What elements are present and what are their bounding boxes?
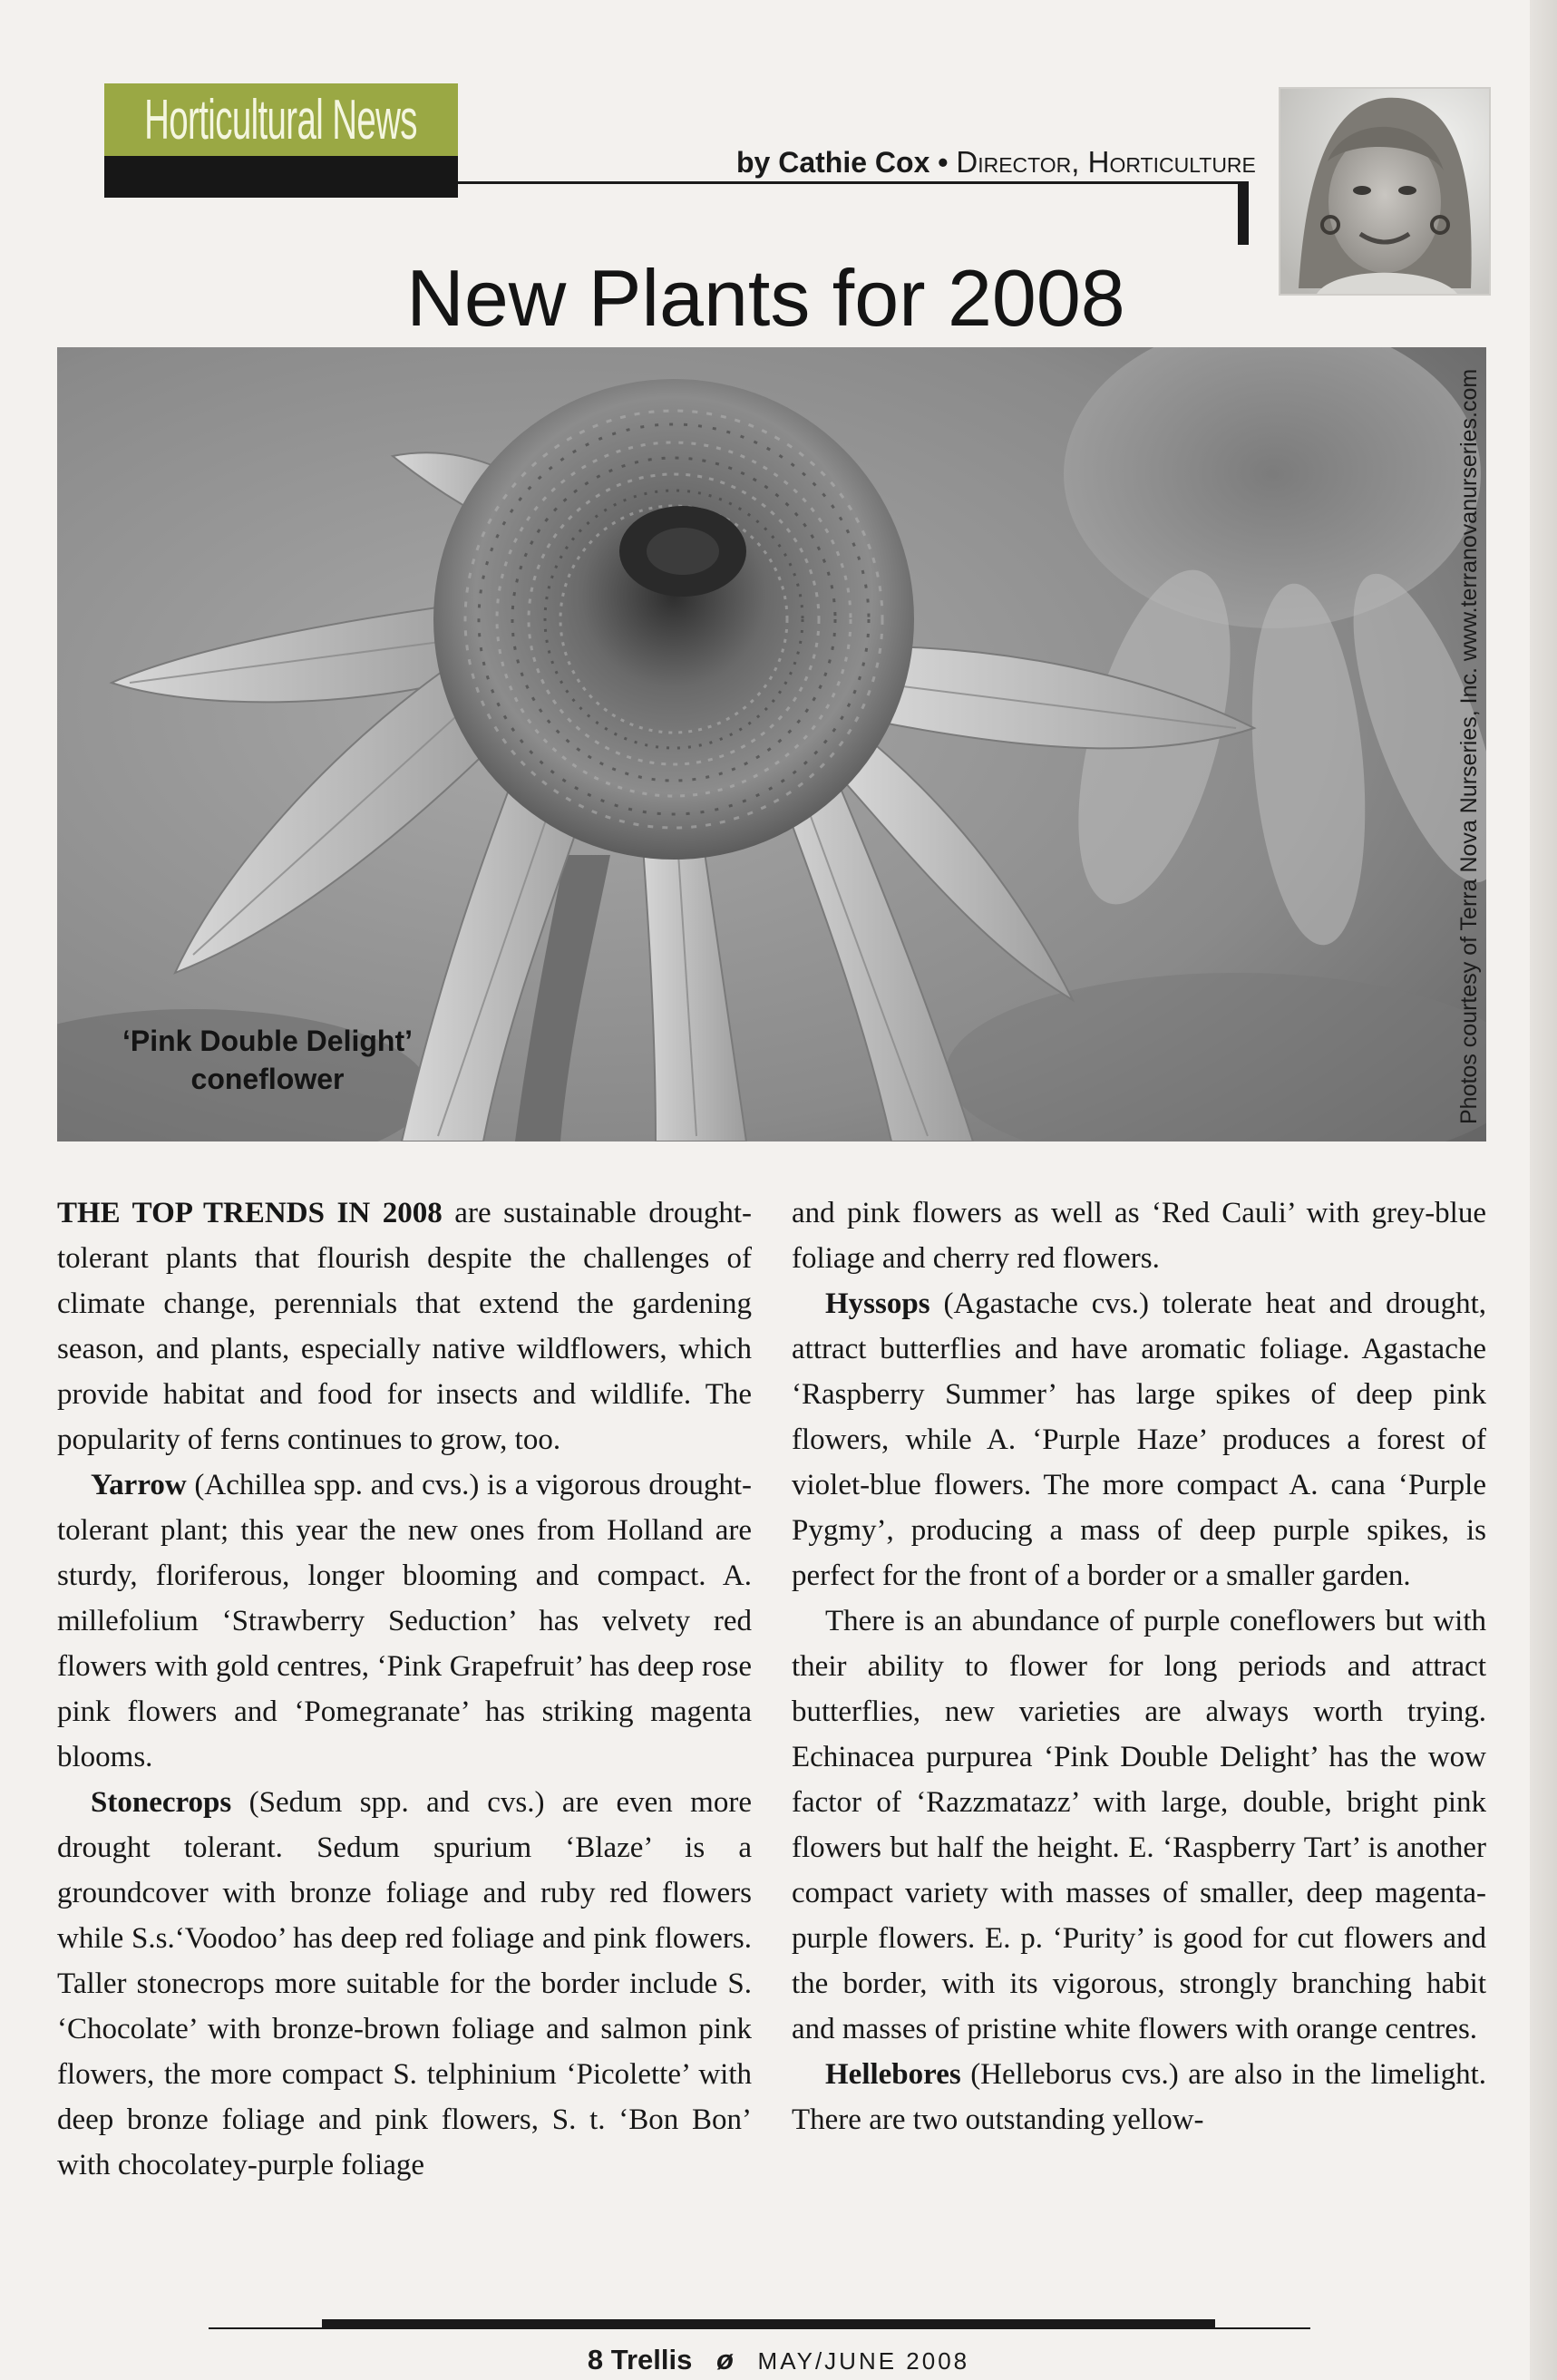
article-paragraph <box>57 1780 752 2188</box>
paragraph-text: (Helleborus cvs.) are also in the limelight. There are two outstanding yellow- <box>792 2058 1486 2136</box>
paragraph-text: are sustainable drought-tolerant plants that flourish despite the challenges of climate change, perennials that extend the gardening season, and plants, especially native wildflowers, which provide habitat and food for insects and wildlife. The popularity of ferns continues to grow, too. <box>57 1197 752 1456</box>
paragraph-lead: Hyssops <box>825 1287 930 1320</box>
photo-caption-line1: ‘Pink Double Delight’ <box>122 1025 413 1057</box>
photo-caption <box>113 1022 422 1098</box>
byline <box>736 145 1256 180</box>
paragraph-lead: Stonecrops <box>91 1786 232 1819</box>
photo-caption-line2: coneflower <box>190 1063 345 1095</box>
header-rule-end <box>1238 181 1249 245</box>
paragraph-text: (Agastache cvs.) tolerate heat and drought, attract butterflies and have aromatic foliage. Agastache ‘Raspberry Summer’ has large spikes of deep pink flowers, while A. ‘Purple Haze’ produces a forest of violet-blue flowers. The more compact A. cana ‘Purple Pygmy’, producing a mass of deep purple spikes, is perfect for the front of a border or a smaller garden. <box>792 1287 1486 1592</box>
footer-rule <box>209 2327 1310 2329</box>
byline-role: Director, Horticulture <box>956 145 1256 179</box>
byline-author: by Cathie Cox <box>736 146 930 179</box>
paragraph-text: (Sedum spp. and cvs.) are even more drought tolerant. Sedum spurium ‘Blaze’ is a groundcover with bronze foliage and ruby red flowers while S.s.‘Voodoo’ has deep red foliage and pink flowers. Taller stonecrops more suitable for the border include S. ‘Chocolate’ with bronze-brown foliage and salmon pink flowers, the more compact S. telphinium ‘Picolette’ with deep bronze foliage and pink flowers, S. t. ‘Bon Bon’ with chocolatey-purple foliage <box>57 1786 752 2181</box>
issue-date: MAY/JUNE 2008 <box>757 2347 970 2375</box>
article-paragraph <box>57 1190 752 1462</box>
page-number: 8 Trellis <box>587 2344 693 2375</box>
article-paragraph <box>792 1281 1486 1598</box>
article-title: New Plants for 2008 <box>406 253 1125 343</box>
article-column-left <box>57 1190 752 2188</box>
trellis-logo-icon: ø <box>715 2344 734 2375</box>
footer-rule-thick <box>322 2319 1215 2327</box>
page-footer <box>0 2344 1557 2376</box>
article-paragraph: There is an abundance of purple coneflowers but with their ability to flower for long periods and attract butterflies, new varieties are always worth trying. Echinacea purpurea ‘Pink Double Delight’ has the wow factor of ‘Razzmatazz’ with large, double, bright pink flowers but half the height. E. ‘Raspberry Tart’ is another compact variety with masses of smaller, deep magenta-purple flowers. E. p. ‘Purity’ is good for cut flowers and the border, with its vigorous, strongly branching habit and masses of pristine white flowers with orange centres. <box>792 1605 1486 2045</box>
article-paragraph: and pink flowers as well as ‘Red Cauli’ with grey-blue foliage and cherry red flowers. <box>792 1197 1486 1275</box>
article-paragraph <box>57 1462 752 1780</box>
header-rule <box>458 181 1249 184</box>
article-paragraph <box>792 2052 1486 2142</box>
byline-separator: • <box>938 146 949 179</box>
photo-credit: Photos courtesy of Terra Nova Nurseries, Inc. www.terranovanurseries.com <box>1456 368 1482 1124</box>
section-banner <box>104 83 458 156</box>
paragraph-text: (Achillea spp. and cvs.) is a vigorous drought-tolerant plant; this year the new ones from Holland are sturdy, floriferous, longer blooming and compact. A. millefolium ‘Strawberry Seduction’ has velvety red flowers with gold centres, ‘Pink Grapefruit’ has deep rose pink flowers and ‘Pomegranate’ has striking magenta blooms. <box>57 1469 752 1773</box>
page-edge <box>1530 0 1557 2380</box>
section-banner-bar <box>104 156 458 198</box>
article-column-right <box>792 1190 1486 2142</box>
paragraph-lead: Yarrow <box>91 1469 187 1501</box>
paragraph-lead: THE TOP TRENDS IN 2008 <box>57 1197 443 1229</box>
section-banner-text: Horticultural News <box>144 88 418 151</box>
paragraph-lead: Hellebores <box>825 2058 961 2091</box>
